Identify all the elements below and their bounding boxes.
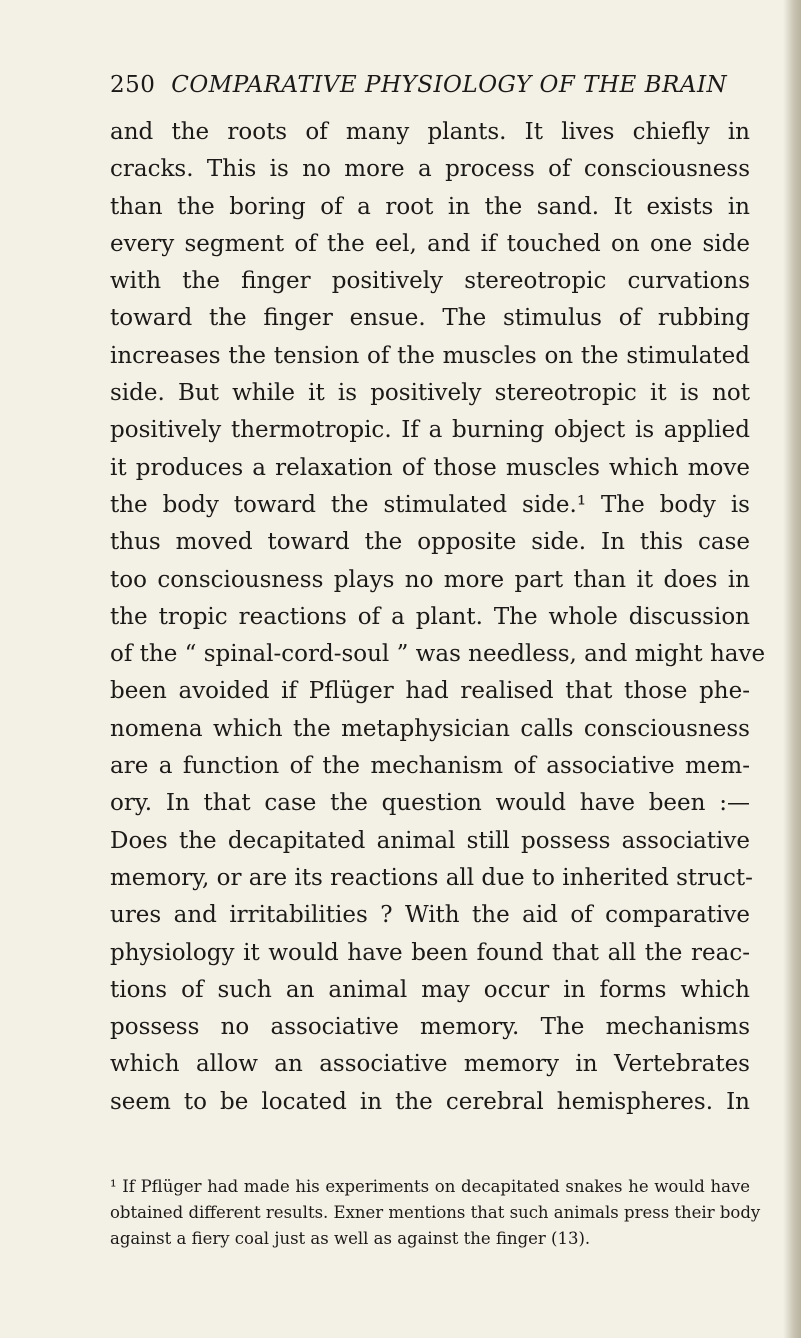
text-line: tions of such an animal may occur in forms which bbox=[110, 976, 750, 1003]
footnotes bbox=[110, 1174, 761, 1252]
text-line: possess no associative memory. The mechanisms bbox=[110, 1014, 750, 1041]
text-line: too consciousness plays no more part than it does in bbox=[110, 566, 750, 593]
text-line: nomena which the metaphysician calls consciousness bbox=[110, 715, 750, 742]
text-line: with the finger positively stereotropic curvations bbox=[110, 268, 750, 295]
text-line: increases the tension of the muscles on the stimulated bbox=[110, 342, 750, 369]
text-line: Does the decapitated animal still possess associative bbox=[110, 827, 750, 854]
text-line: physiology it would have been found that all the reac- bbox=[110, 939, 750, 966]
text-line: the tropic reactions of a plant. The whole discussion bbox=[110, 603, 750, 630]
body-text bbox=[110, 114, 766, 1121]
running-head bbox=[110, 72, 750, 98]
footnote-line: ¹ If Pflüger had made his experiments on decapitated snakes he would have bbox=[110, 1177, 750, 1196]
text-line: it produces a relaxation of those muscles which move bbox=[110, 454, 750, 481]
text-line: the body toward the stimulated side.¹ The body is bbox=[110, 491, 750, 518]
footnote-line: against a fiery coal just as well as against the finger (13). bbox=[110, 1229, 591, 1248]
text-line: ory. In that case the question would have been :— bbox=[110, 790, 750, 817]
text-line: and the roots of many plants. It lives chiefly in bbox=[110, 119, 750, 145]
text-line: are a function of the mechanism of associative mem- bbox=[110, 753, 750, 780]
text-line: side. But while it is positively stereotropic it is not bbox=[110, 380, 750, 407]
text-line: toward the finger ensue. The stimulus of rubbing bbox=[110, 305, 750, 332]
text-line: positively thermotropic. If a burning object is applied bbox=[110, 417, 750, 444]
text-line: cracks. This is no more a process of consciousness bbox=[110, 156, 750, 183]
text-line: been avoided if Pflüger had realised that those phe- bbox=[110, 678, 750, 705]
text-line: than the boring of a root in the sand. It exists in bbox=[110, 193, 750, 220]
page-number: 250 bbox=[110, 72, 156, 98]
text-line: of the “ spinal-cord-soul ” was needless, and might have bbox=[110, 641, 766, 668]
page-edge-shadow bbox=[783, 0, 801, 1338]
text-line: ures and irritabilities ? With the aid of comparative bbox=[110, 902, 750, 929]
running-title: COMPARATIVE PHYSIOLOGY OF THE BRAIN bbox=[171, 72, 728, 98]
text-line: memory, or are its reactions all due to inherited struct- bbox=[110, 864, 753, 891]
text-line: every segment of the eel, and if touched on one side bbox=[110, 230, 750, 257]
text-line: seem to be located in the cerebral hemispheres. In bbox=[110, 1088, 750, 1115]
text-line: thus moved toward the opposite side. In this case bbox=[110, 529, 750, 556]
footnote-line: obtained different results. Exner mentions that such animals press their body bbox=[110, 1203, 761, 1222]
text-line: which allow an associative memory in Vertebrates bbox=[110, 1051, 750, 1078]
